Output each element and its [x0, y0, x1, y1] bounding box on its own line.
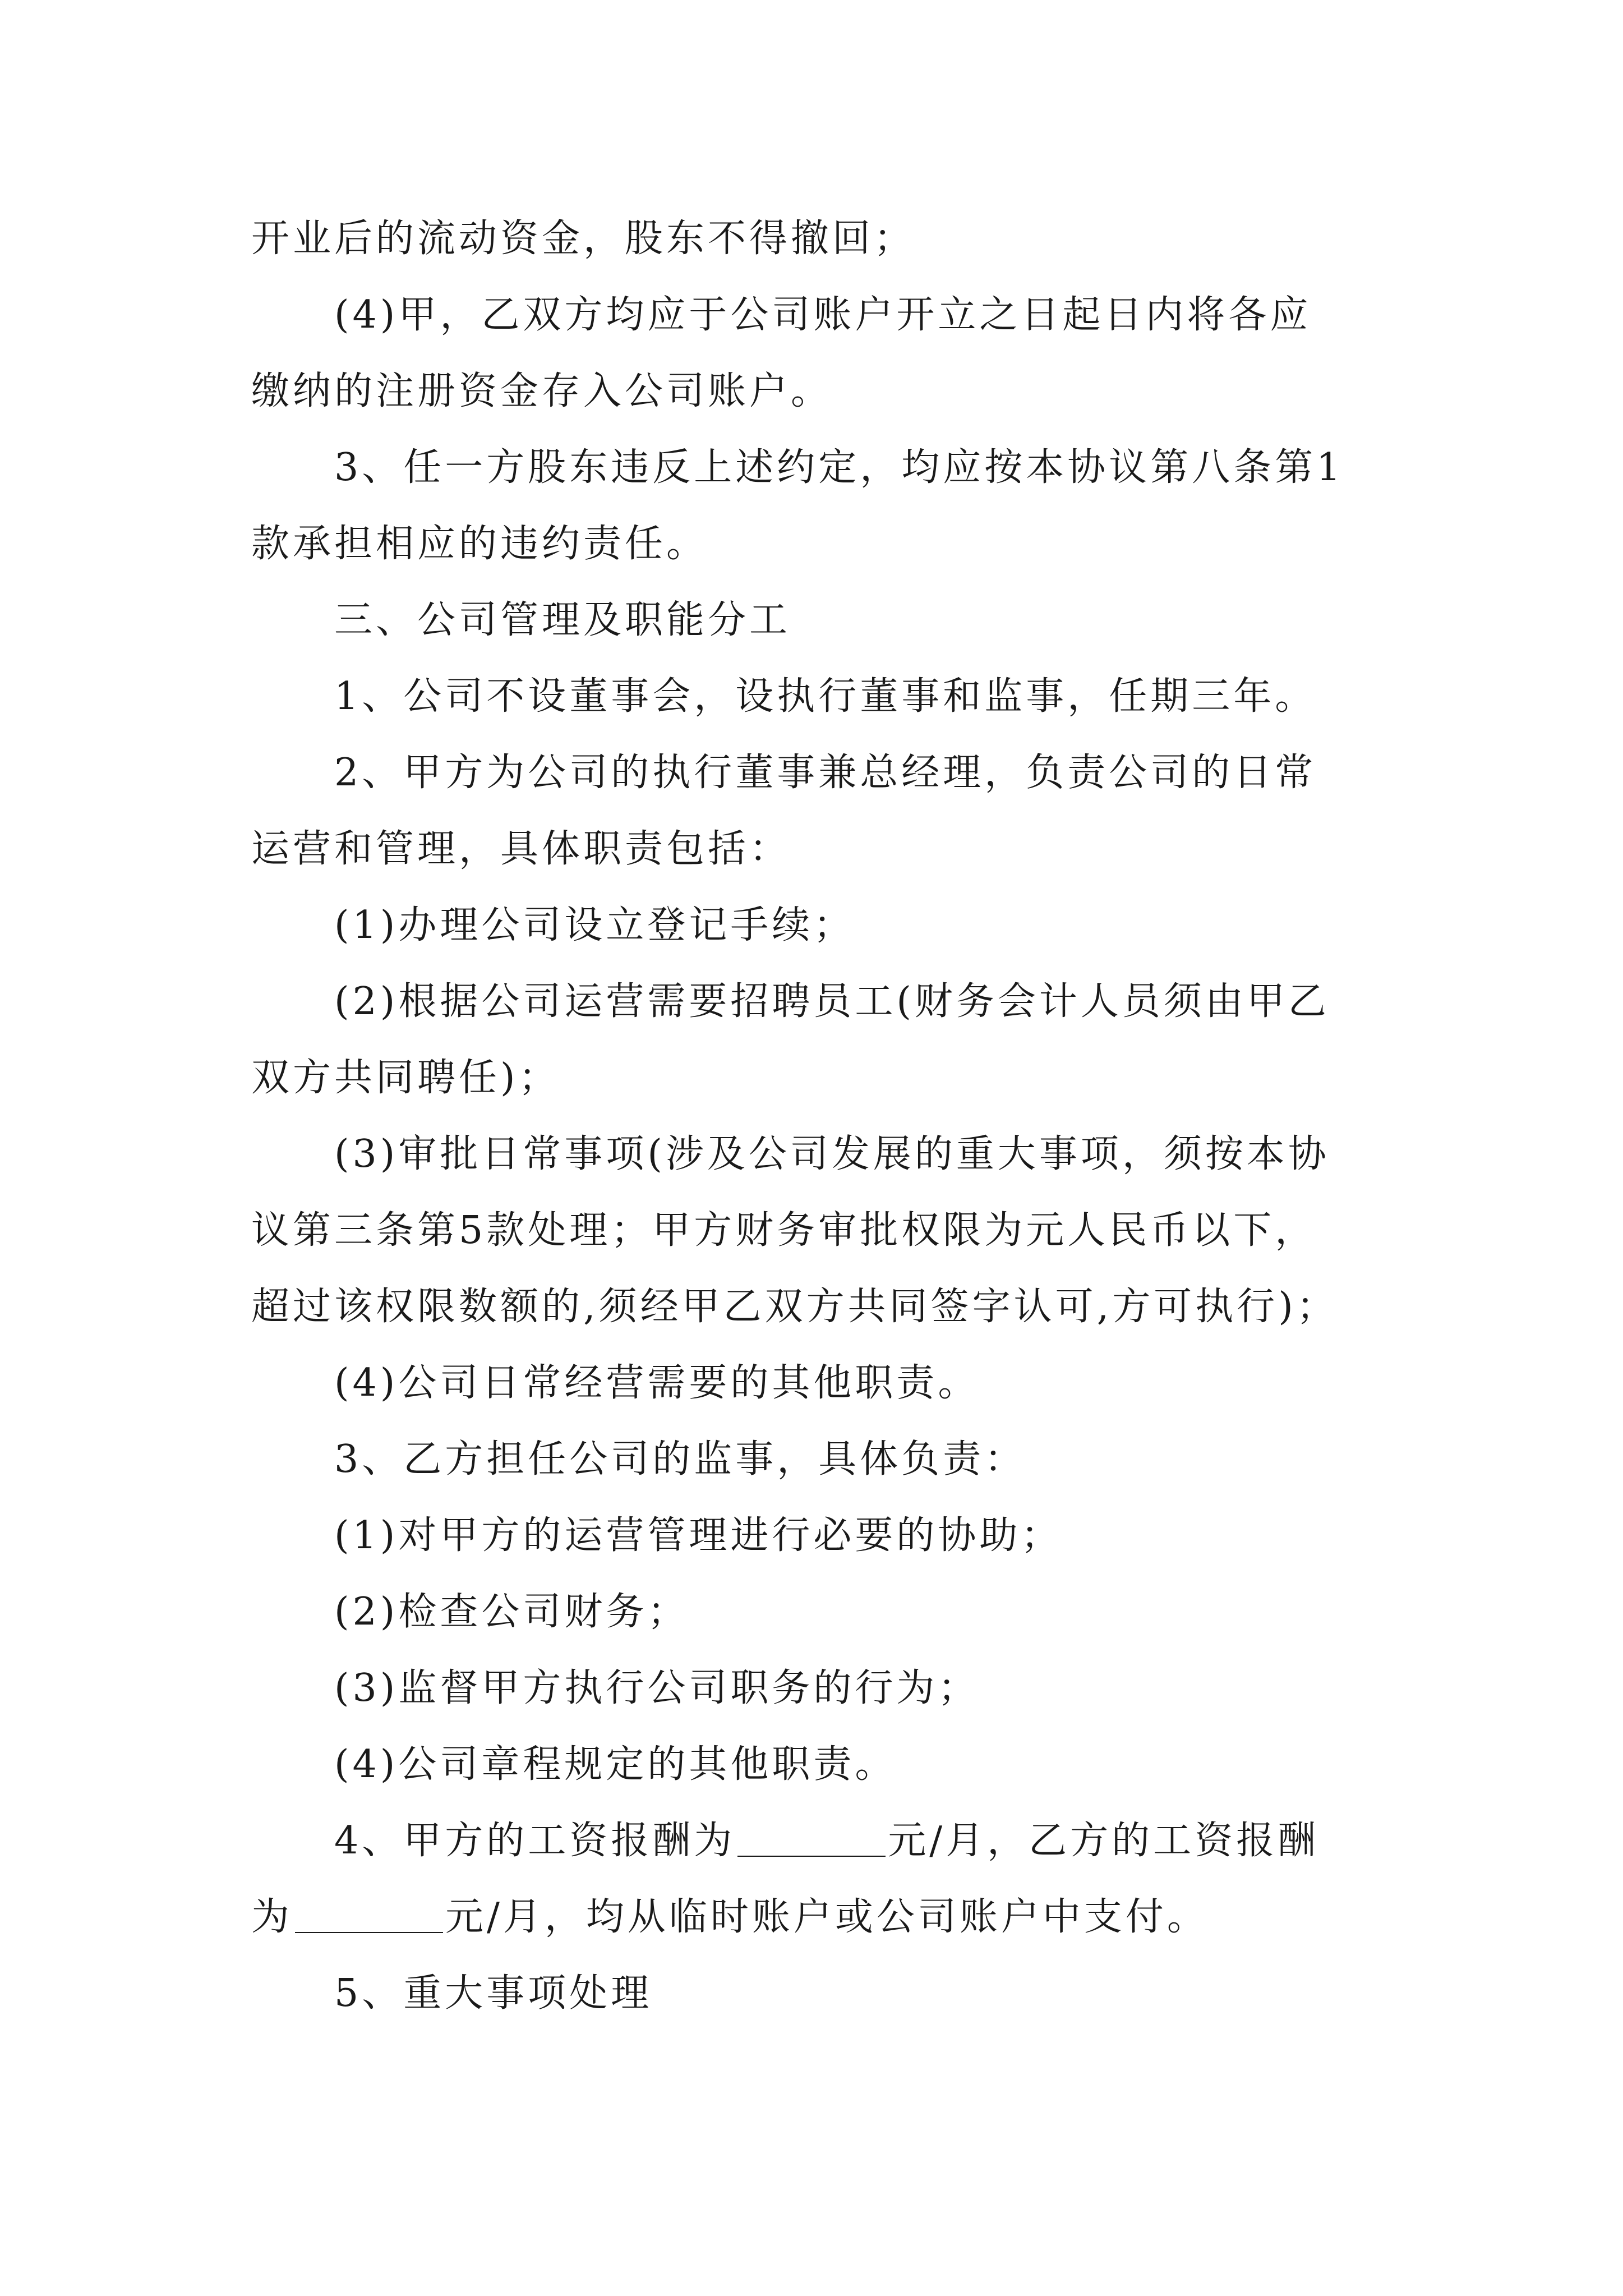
text-line: (2)检查公司财务； — [334, 1590, 689, 1634]
text-line: (3)监督甲方执行公司职务的行为； — [334, 1666, 980, 1710]
text-line: 运营和管理，具体职责包括： — [251, 827, 791, 871]
section-heading: 5、重大事项处理 — [334, 1971, 653, 2016]
fill-in-blank — [295, 1894, 443, 1933]
text-line: 3、乙方担任公司的监事，具体负责： — [334, 1437, 1026, 1481]
text-line — [251, 1879, 1381, 1955]
text-line: 开业后的流动资金，股东不得撤回； — [251, 217, 916, 261]
text-line: 2、甲方为公司的执行董事兼总经理，负责公司的日常 — [334, 751, 1317, 795]
text-line: 3、任一方股东违反上述约定，均应按本协议第八条第1 — [334, 445, 1344, 490]
text-line: (1)办理公司设立登记手续； — [334, 903, 855, 947]
text-line: (1)对甲方的运营管理进行必要的协助； — [334, 1513, 1063, 1558]
text-line — [251, 1803, 1381, 1879]
text-segment: 元/月，乙方的工资报酬 — [888, 1819, 1320, 1863]
text-line: (4)甲，乙双方均应于公司账户开立之日起日内将各应 — [334, 293, 1312, 337]
text-line: 双方共同聘任)； — [251, 1056, 560, 1100]
text-line: 1、公司不设董事会，设执行董事和监事，任期三年。 — [334, 674, 1317, 719]
text-line: 超过该权限数额的,须经甲乙双方共同签字认可,方可执行)； — [251, 1285, 1338, 1329]
text-line: 款承担相应的违约责任。 — [251, 522, 708, 566]
text-segment: 元/月，均从临时账户或公司账户中支付。 — [445, 1895, 1209, 1939]
text-line: (3)审批日常事项(涉及公司发展的重大事项，须按本协 — [334, 1132, 1330, 1176]
text-line: 议第三条第5款处理；甲方财务审批权限为元人民币以下， — [251, 1208, 1317, 1253]
document-body — [251, 201, 1381, 2032]
text-line: (4)公司章程规定的其他职责。 — [334, 1742, 897, 1787]
text-segment: 4、甲方的工资报酬为 — [334, 1819, 736, 1863]
text-line: (2)根据公司运营需要招聘员工(财务会计人员须由甲乙 — [334, 979, 1330, 1024]
section-heading: 三、公司管理及职能分工 — [334, 598, 791, 642]
text-segment: 为 — [251, 1895, 293, 1939]
fill-in-blank — [737, 1818, 886, 1857]
text-line: 缴纳的注册资金存入公司账户。 — [251, 369, 833, 413]
text-line: (4)公司日常经营需要的其他职责。 — [334, 1361, 980, 1405]
